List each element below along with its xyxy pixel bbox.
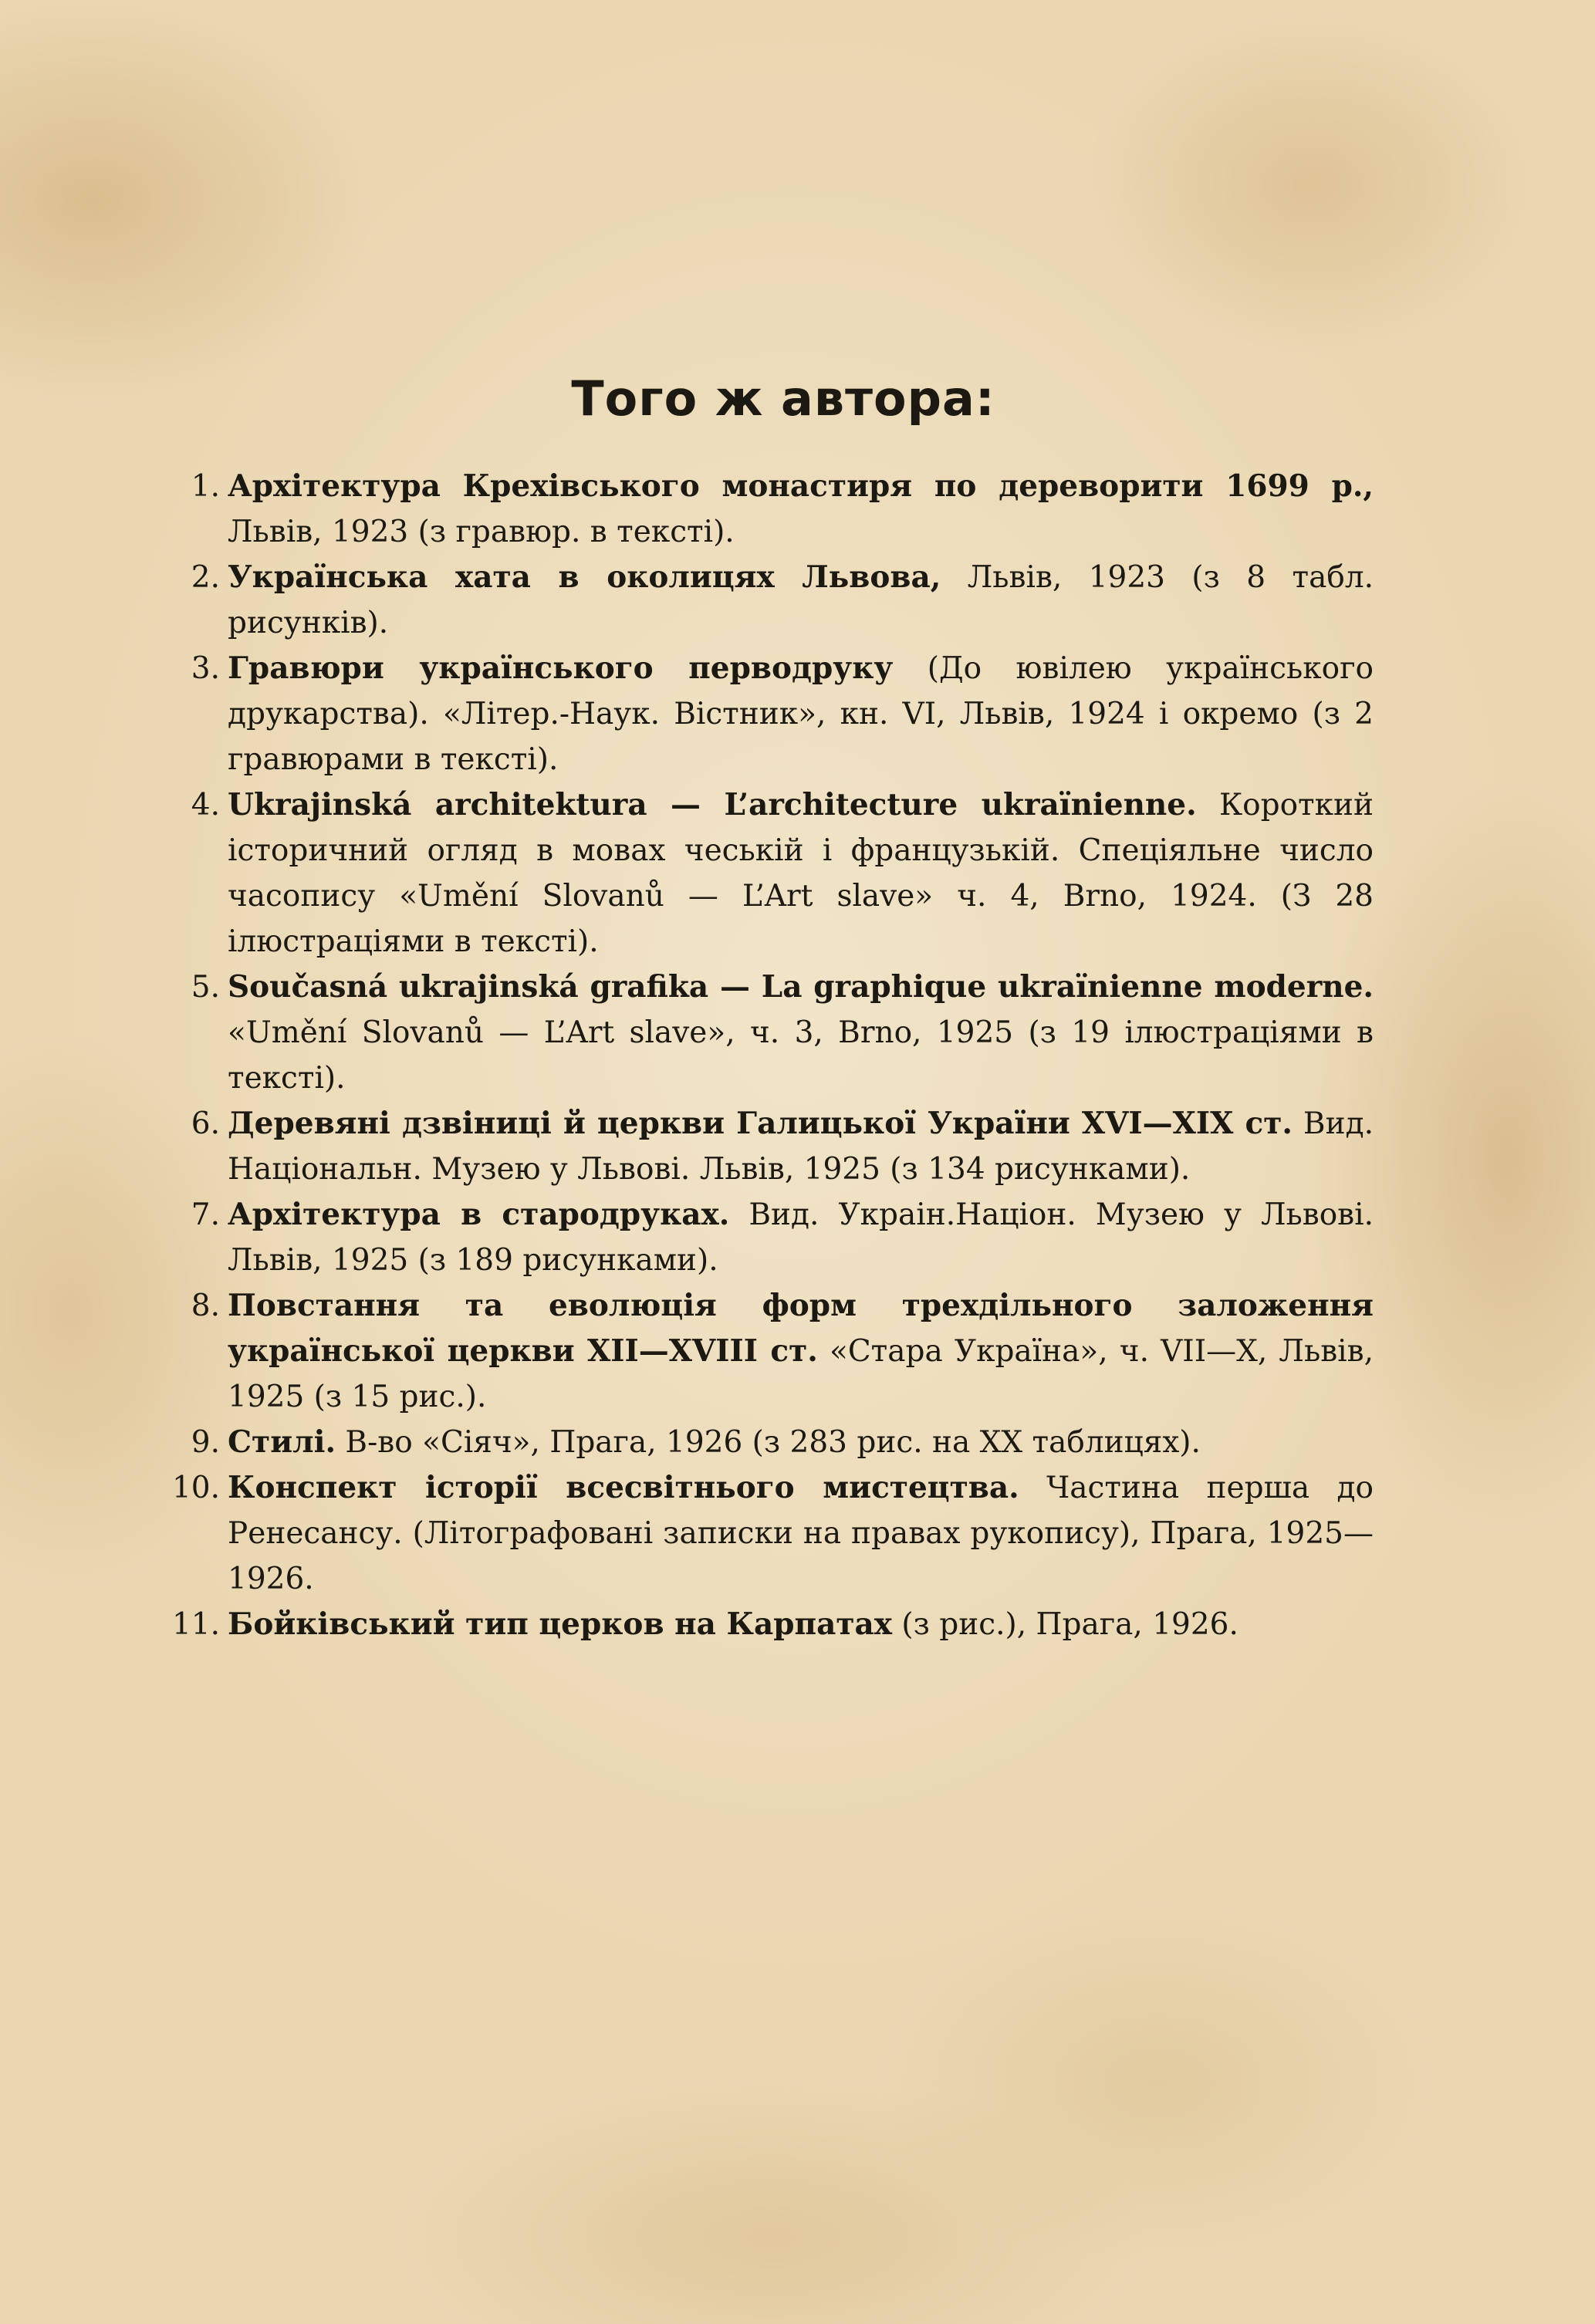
- list-item: [139, 1465, 1374, 1602]
- item-details: «Стара Україна», ч. VII—X, Львів, 1925 (з 15 рис.).: [228, 1334, 1374, 1414]
- item-details: (До ювілею українського друкарства). «Літер.-Наук. Вістник», кн. VI, Львів, 1924 і окремо (з 2 гравюрами в тексті).: [228, 651, 1374, 777]
- item-title: Деревяні дзвіниці й церкви Галицької України XVI—XIX ст.: [228, 1106, 1293, 1141]
- list-item: [139, 1602, 1374, 1647]
- list-item: [139, 964, 1374, 1101]
- item-details: Львів, 1923 (з 8 табл. рисунків).: [228, 560, 1374, 640]
- list-item: [139, 1192, 1374, 1283]
- list-item: [139, 555, 1374, 646]
- item-number: 2.: [191, 560, 220, 595]
- item-details: Вид. Украін.Націон. Музею у Львові. Львів, 1925 (з 189 рисунками).: [228, 1197, 1374, 1278]
- item-number: 5.: [191, 970, 220, 1005]
- list-item: [139, 1101, 1374, 1192]
- page-content: [139, 370, 1374, 1647]
- item-number: 10.: [171, 1471, 220, 1505]
- item-title: Бойківський тип церков на Карпатах: [228, 1606, 893, 1642]
- item-title: Конспект історії всесвітнього мистецтва.: [228, 1470, 1019, 1505]
- item-details: В-во «Сіяч», Прага, 1926 (з 283 рис. на XX таблицях).: [336, 1425, 1201, 1460]
- item-number: 7.: [191, 1197, 220, 1232]
- item-number: 4.: [191, 788, 220, 823]
- item-number: 3.: [191, 651, 220, 686]
- item-details: «Umění Slovanů — L’Art slave», ч. 3, Brno, 1925 (з 19 ілюстраціями в тексті).: [228, 1015, 1374, 1096]
- item-number: 11.: [171, 1607, 220, 1642]
- item-title: Повстання та еволюція форм трехдільного заложення української церкви XII—XVIII ст.: [228, 1288, 1374, 1369]
- item-title: Ukrajinská architektura — L’architecture ukraïnienne.: [228, 787, 1197, 823]
- item-number: 8.: [191, 1289, 220, 1323]
- item-details: Короткий історичний огляд в мовах чеській і французькій. Спеціяльне число часопису «Umění Slovanů — L’Art slave» ч. 4, Brno, 1924. (З 28 ілюстраціями в тексті).: [228, 788, 1374, 959]
- item-title: Архітектура Крехівського монастиря по дереворити 1699 р.,: [228, 468, 1374, 504]
- list-item: [139, 464, 1374, 555]
- item-details: Вид. Національн. Музею у Львові. Львів, 1925 (з 134 рисунками).: [228, 1106, 1374, 1187]
- item-number: 1.: [191, 469, 220, 504]
- page-title: Того ж автора:: [571, 370, 995, 427]
- item-details: (з рис.), Прага, 1926.: [892, 1607, 1238, 1642]
- list-item: [139, 1420, 1374, 1465]
- list-item: [139, 782, 1374, 964]
- item-title: Стилі.: [228, 1424, 336, 1460]
- item-title: Українська хата в околицях Львова,: [228, 559, 941, 595]
- item-number: 6.: [191, 1106, 220, 1141]
- item-number: 9.: [191, 1425, 220, 1460]
- item-details: Львів, 1923 (з гравюр. в тексті).: [228, 515, 735, 549]
- list-item: [139, 646, 1374, 782]
- item-title: Гравюри українського перводруку: [228, 650, 894, 686]
- item-details: Частина перша до Ренесансу. (Літографовані записки на правах рукопису), Прага, 1925—1926.: [228, 1471, 1374, 1596]
- bibliography-list: [139, 464, 1374, 1647]
- item-title: Архітектура в стародруках.: [228, 1197, 730, 1232]
- item-title: Současná ukrajinská grafika — La graphique ukraïnienne moderne.: [228, 969, 1374, 1005]
- list-item: [139, 1283, 1374, 1420]
